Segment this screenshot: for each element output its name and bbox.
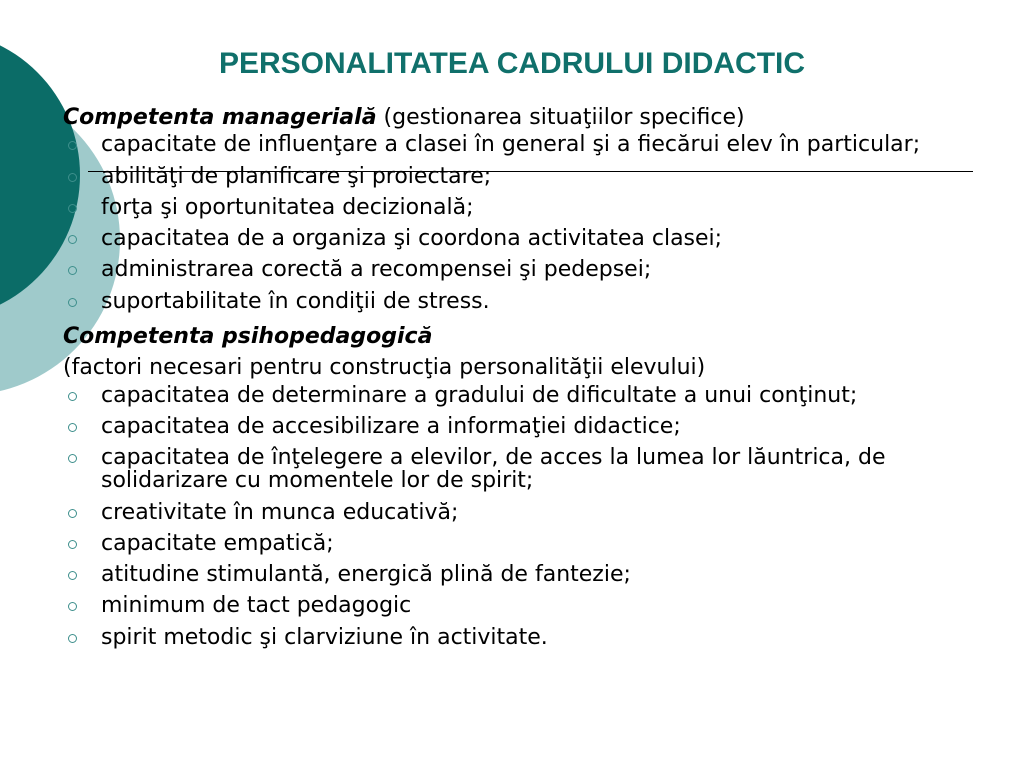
- list-item-text: minimum de tact pedagogic: [101, 593, 412, 619]
- list-item: [63, 501, 963, 524]
- list-item: [63, 133, 963, 156]
- section1-heading: [63, 102, 963, 133]
- bullet-circle-icon: [68, 392, 77, 401]
- list-item: [63, 258, 963, 281]
- bullet-circle-icon: [68, 423, 77, 432]
- list-item: [63, 227, 963, 250]
- list-item-text: capacitatea de accesibilizare a informaţiei didactice;: [101, 413, 681, 439]
- list-item-text: capacitatea de înţelegere a elevilor, de acces la lumea lor lăuntrica, de solidarizare cu momentele lor de spirit;: [101, 445, 886, 494]
- slide-content: [63, 102, 963, 657]
- list-item-text: creativitate în munca educativă;: [101, 499, 459, 525]
- list-item-text: capacitate empatică;: [101, 530, 334, 556]
- list-item: [63, 626, 963, 649]
- bullet-circle-icon: [68, 173, 77, 182]
- bullet-circle-icon: [68, 509, 77, 518]
- section1-heading-bold: Competenta managerială: [63, 105, 377, 130]
- bullet-circle-icon: [68, 634, 77, 643]
- section1-list: [63, 133, 963, 312]
- list-item: [63, 165, 963, 188]
- section2-heading-bold: Competenta psihopedagogică: [63, 324, 433, 350]
- list-item-text: atitudine stimulantă, energică plină de fantezie;: [101, 562, 631, 588]
- section2-heading: [63, 321, 963, 352]
- list-item: [63, 532, 963, 555]
- bullet-circle-icon: [68, 141, 77, 150]
- section2-list: [63, 384, 963, 649]
- bullet-circle-icon: [68, 571, 77, 580]
- list-item: [63, 563, 963, 586]
- bullet-circle-icon: [68, 235, 77, 244]
- list-item-text: spirit metodic şi clarviziune în activitate.: [101, 624, 548, 650]
- section1-heading-rest: (gestionarea situaţiilor specifice): [376, 105, 745, 130]
- list-item-text: capacitatea de determinare a gradului de dificultate a unui conţinut;: [101, 382, 858, 408]
- list-item: [63, 196, 963, 219]
- list-item: [63, 384, 963, 407]
- list-item-text: administrarea corectă a recompensei şi pedepsei;: [101, 257, 652, 283]
- list-item-text: capacitatea de a organiza şi coordona activitatea clasei;: [101, 226, 723, 252]
- bullet-circle-icon: [68, 454, 77, 463]
- list-item-text: forţa şi oportunitatea decizională;: [101, 194, 474, 220]
- bullet-circle-icon: [68, 540, 77, 549]
- bullet-circle-icon: [68, 298, 77, 307]
- list-item: [63, 594, 963, 617]
- list-item: [63, 290, 963, 313]
- slide-title: PERSONALITATEA CADRULUI DIDACTIC: [218, 47, 806, 80]
- list-item-text: capacitate de influenţare a clasei în general şi a fiecărui elev în particular;: [101, 132, 921, 158]
- list-item: [63, 446, 963, 492]
- list-item-text: abilităţi de planificare şi proiectare;: [101, 163, 492, 189]
- list-item-text: suportabilitate în condiţii de stress.: [101, 288, 490, 314]
- bullet-circle-icon: [68, 602, 77, 611]
- list-item: [63, 415, 963, 438]
- bullet-circle-icon: [68, 204, 77, 213]
- section2-subheading: (factori necesari pentru construcţia personalităţii elevului): [63, 355, 706, 381]
- bullet-circle-icon: [68, 266, 77, 275]
